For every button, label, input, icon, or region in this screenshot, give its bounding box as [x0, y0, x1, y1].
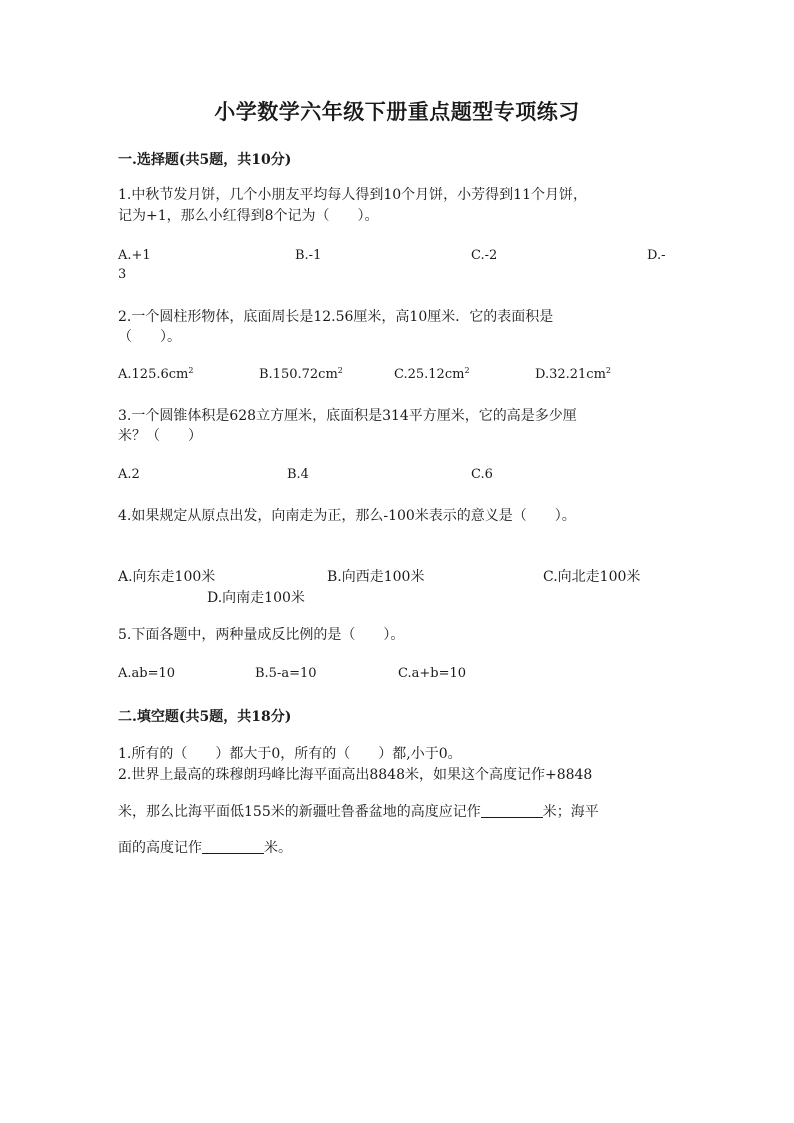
question-4-line-1: 4.如果规定从原点出发，向南走为正，那么-100米表示的意义是（ ）。: [118, 508, 576, 524]
question-4-option-c: C.向北走100米: [543, 569, 641, 585]
question-1-option-d: D.-: [647, 248, 666, 263]
question-3-option-b: B.4: [287, 467, 309, 482]
question-2-line-1: 2.一个圆柱形物体，底面周长是12.56厘米，高10厘米．它的表面积是: [118, 309, 554, 325]
question-3-line-2: 米？（ ）: [118, 428, 202, 444]
question-5-option-c: C.a+b=10: [398, 666, 467, 681]
fill-question-1: 1.所有的（ ）都大于0，所有的（ ）都,小于0。: [118, 746, 462, 762]
fill-question-2-line-2: 米，那么比海平面低155米的新疆吐鲁番盆地的高度应记作 米；海平: [118, 804, 599, 820]
question-1-line-1: 1.中秋节发月饼，几个小朋友平均每人得到10个月饼，小芳得到11个月饼，: [118, 187, 587, 203]
question-3-option-a: A.2: [118, 467, 140, 482]
question-1-option-b: B.-1: [295, 248, 322, 263]
question-1-option-d-wrap: 3: [118, 267, 127, 282]
question-1-option-a: A.+1: [118, 248, 151, 263]
question-4-option-b: B.向西走100米: [327, 569, 425, 585]
question-2-option-a: $A.125.6cm^2$: [118, 366, 194, 382]
section-heading-choice: 一.选择题(共5题，共10分): [118, 152, 292, 168]
answer-blank: [202, 839, 264, 854]
fill-question-2-line-3: 面的高度记作 米。: [118, 840, 292, 856]
question-5-option-b: B.5-a=10: [255, 666, 317, 681]
question-1-option-c: C.-2: [471, 248, 498, 263]
question-1-line-2: 记为+1，那么小红得到8个记为（ ）。: [118, 208, 379, 224]
question-5-line-1: 5.下面各题中，两种量成反比例的是（ ）。: [118, 627, 405, 643]
section-heading-fill-blank: 二.填空题(共5题，共18分): [118, 709, 292, 725]
question-3-option-c: C.6: [471, 467, 493, 482]
question-4-option-a: A.向东走100米: [118, 569, 216, 585]
question-2-line-2: （ ）。: [118, 329, 181, 345]
question-3-line-1: 3.一个圆锥体积是628立方厘米，底面积是314平方厘米，它的高是多少厘: [118, 408, 577, 424]
page-title: 小学数学六年级下册重点题型专项练习: [214, 99, 580, 124]
question-2-option-d: $D.32.21cm^2$: [535, 366, 612, 382]
question-5-option-a: A.ab=10: [118, 666, 176, 681]
question-2-option-c: $C.25.12cm^2$: [394, 366, 470, 382]
answer-blank: [481, 803, 543, 818]
question-4-option-d: D.向南走100米: [207, 590, 305, 606]
fill-question-2-line-1: 2.世界上最高的珠穆朗玛峰比海平面高出8848米，如果这个高度记作+8848: [118, 767, 593, 783]
question-2-option-b: $B.150.72cm^2$: [259, 366, 343, 382]
